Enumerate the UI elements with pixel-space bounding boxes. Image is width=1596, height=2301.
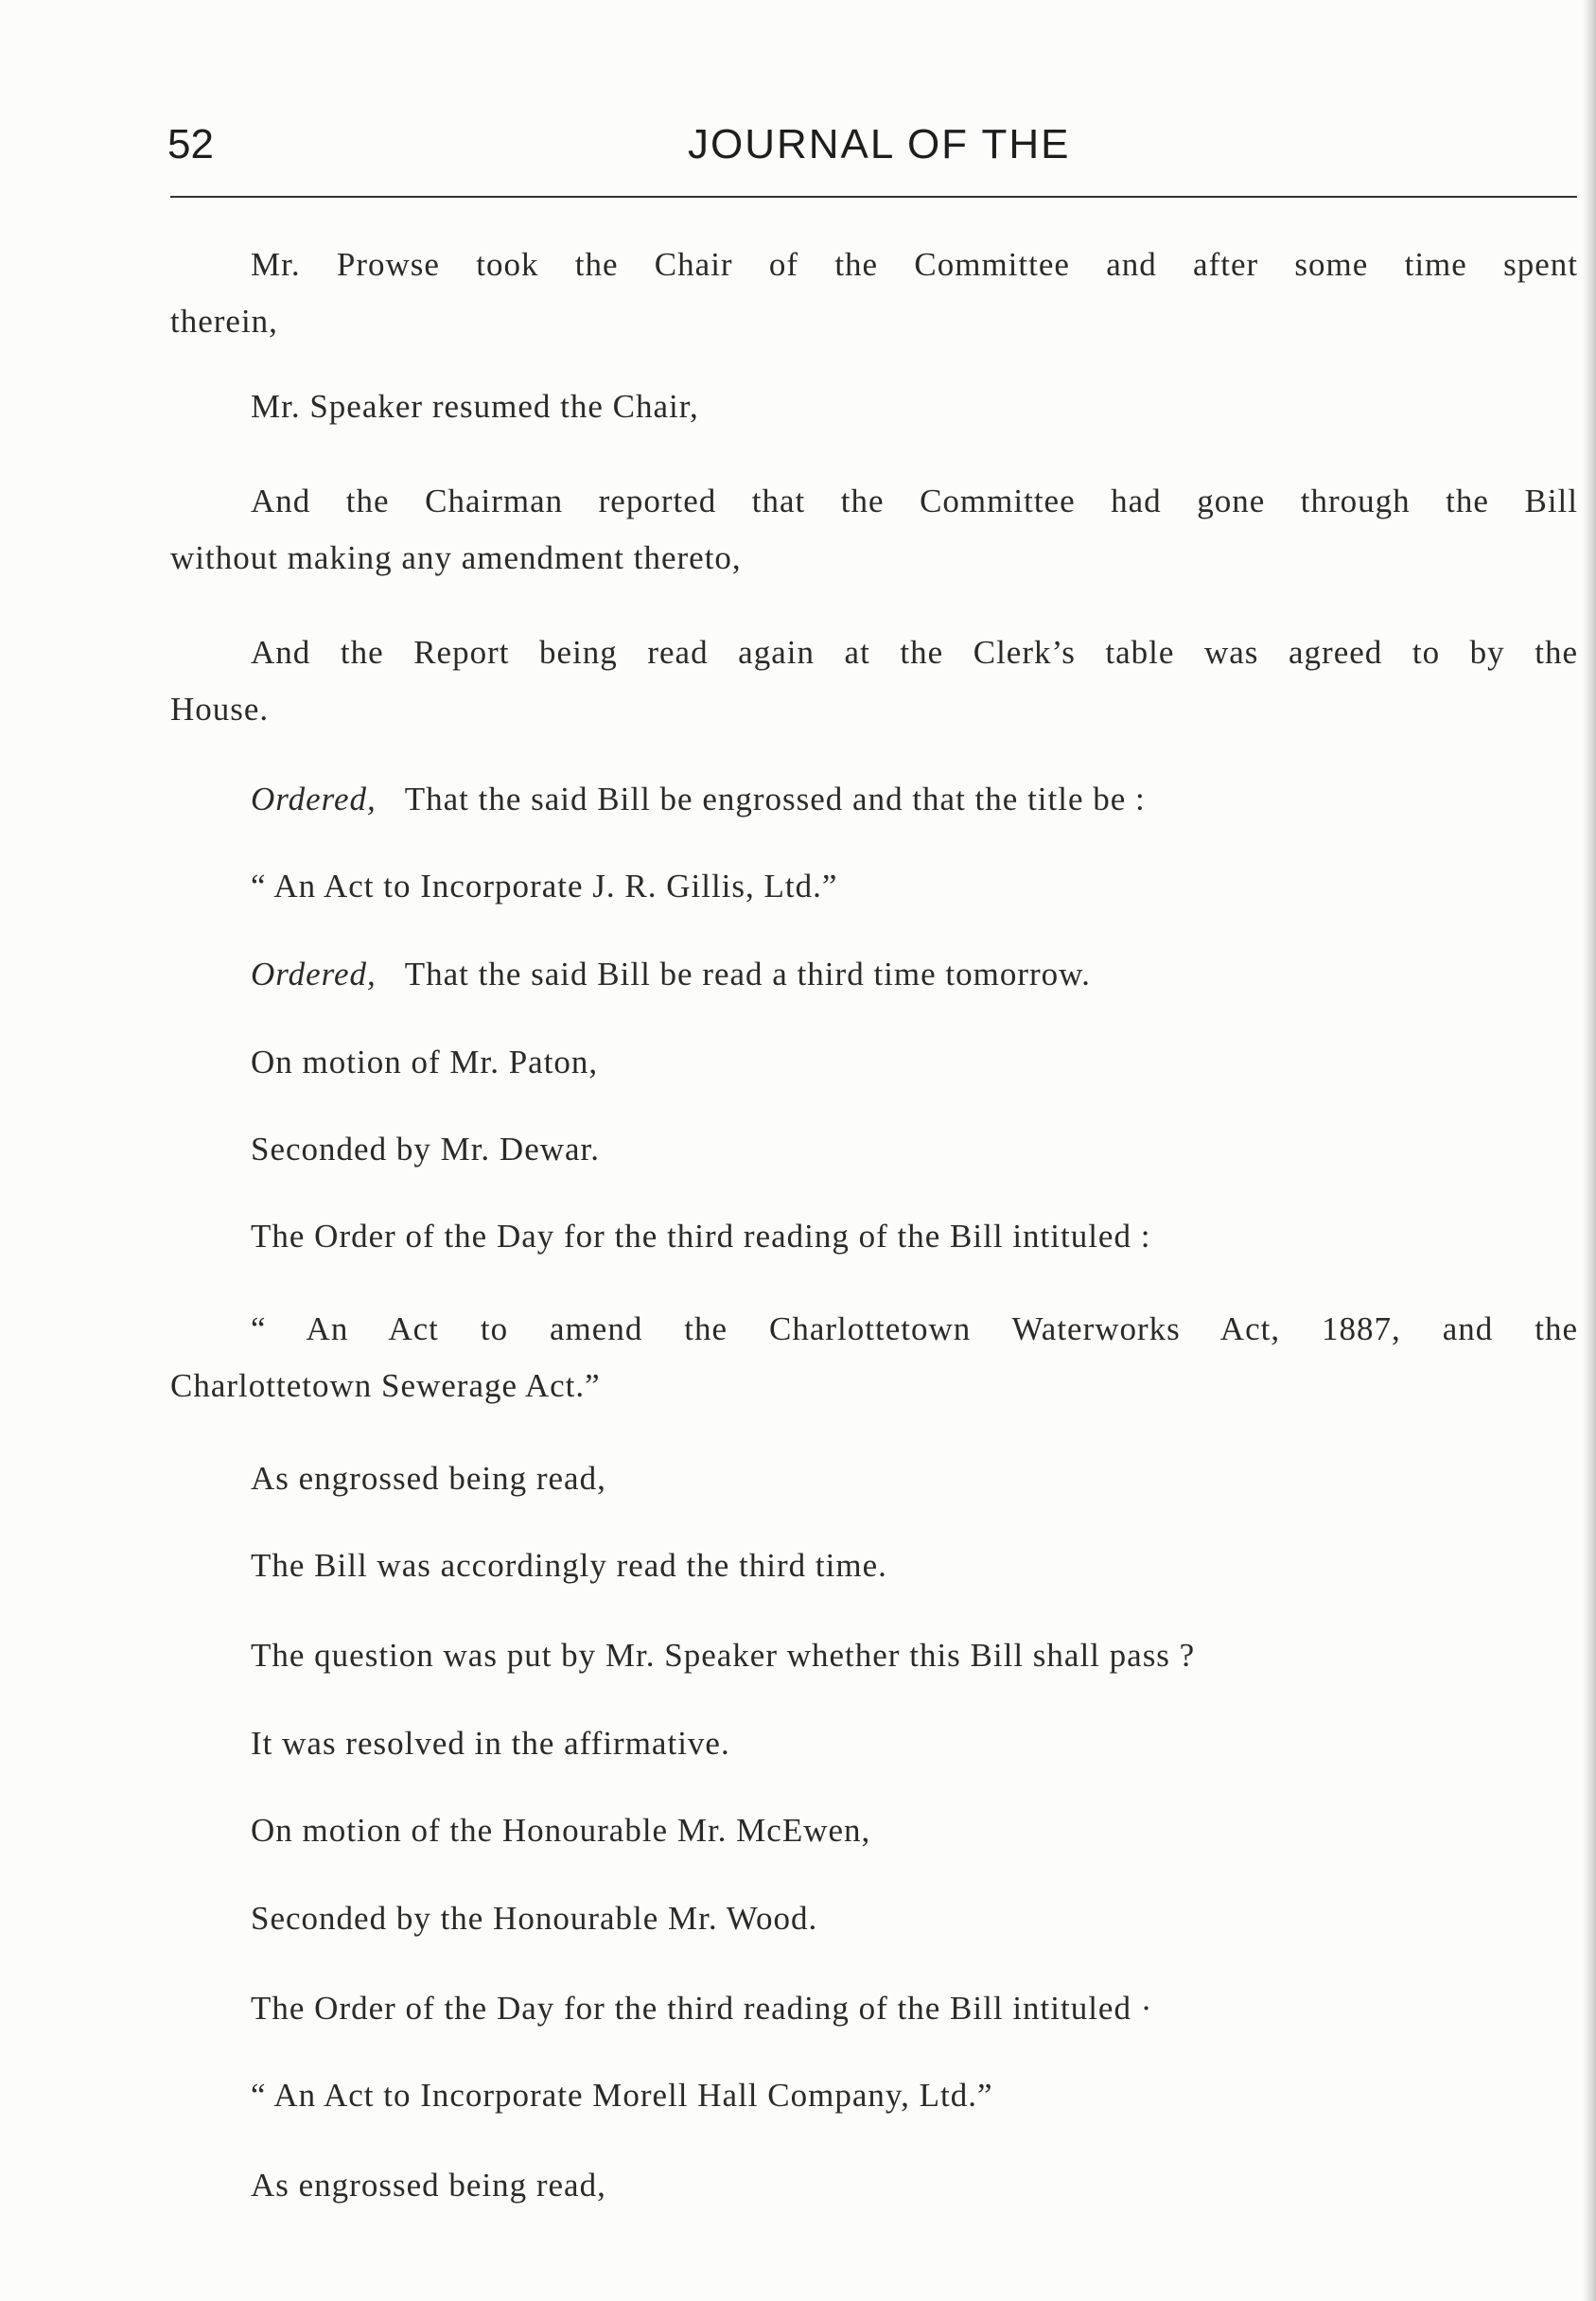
paragraph-line: therein, bbox=[170, 303, 278, 340]
paragraph-speaker-resumed: Mr. Speaker resumed the Chair, bbox=[251, 388, 699, 425]
paragraph-act-title-morell: “ An Act to Incorporate Morell Hall Company, Ltd.” bbox=[251, 2077, 993, 2114]
page-header bbox=[167, 121, 1577, 178]
paragraph-line: “ An Act to amend the Charlottetown Waterworks Act, 1887, and the bbox=[251, 1310, 1578, 1347]
paragraph-motion-mcewen: On motion of the Honourable Mr. McEwen, bbox=[251, 1812, 871, 1849]
paragraph-ordered-third-reading bbox=[251, 946, 1091, 1003]
running-head: JOURNAL OF THE bbox=[688, 121, 1071, 167]
paragraph-act-title-gillis: “ An Act to Incorporate J. R. Gillis, Ltd.” bbox=[251, 868, 838, 905]
paragraph-report-read bbox=[170, 624, 1578, 738]
paragraph-committee-chair bbox=[170, 237, 1578, 350]
paragraph-line: House. bbox=[170, 691, 270, 728]
page-number: 52 bbox=[167, 121, 214, 167]
paragraph-line: And the Report being read again at the Clerk’s table was agreed to by the bbox=[251, 634, 1578, 671]
header-rule bbox=[170, 196, 1577, 198]
paragraph-seconded-wood: Seconded by the Honourable Mr. Wood. bbox=[251, 1900, 818, 1937]
page-edge-shadow bbox=[1583, 0, 1596, 2301]
paragraph-question-put: The question was put by Mr. Speaker whether this Bill shall pass ? bbox=[251, 1637, 1196, 1674]
paragraph-engrossed-read-2: As engrossed being read, bbox=[251, 2167, 606, 2204]
paragraph-bill-read-third: The Bill was accordingly read the third time. bbox=[251, 1547, 887, 1584]
paragraph-line: And the Chairman reported that the Committee had gone through the Bill bbox=[251, 483, 1578, 519]
paragraph-resolved-affirmative: It was resolved in the affirmative. bbox=[251, 1725, 730, 1762]
paragraph-motion-paton: On motion of Mr. Paton, bbox=[251, 1044, 599, 1080]
paragraph-chairman-reported bbox=[170, 473, 1578, 587]
paragraph-order-of-day-1: The Order of the Day for the third reading of the Bill intituled : bbox=[251, 1218, 1151, 1255]
ordered-label: Ordered, bbox=[251, 781, 377, 817]
paragraph-line: without making any amendment thereto, bbox=[170, 539, 742, 576]
ordered-text: That the said Bill be engrossed and that the title be : bbox=[404, 781, 1146, 817]
paragraph-line: Mr. Prowse took the Chair of the Committee and after some time spent bbox=[251, 246, 1578, 283]
paragraph-order-of-day-2: The Order of the Day for the third reading of the Bill intituled · bbox=[251, 1990, 1153, 2027]
paragraph-engrossed-read-1: As engrossed being read, bbox=[251, 1460, 606, 1497]
ordered-text: That the said Bill be read a third time tomorrow. bbox=[404, 956, 1091, 992]
paragraph-act-title-waterworks bbox=[170, 1301, 1578, 1414]
ordered-label: Ordered, bbox=[251, 956, 377, 992]
paragraph-line: Charlottetown Sewerage Act.” bbox=[170, 1367, 601, 1404]
paragraph-ordered-engrossed bbox=[251, 771, 1146, 828]
paragraph-seconded-dewar: Seconded by Mr. Dewar. bbox=[251, 1131, 601, 1168]
